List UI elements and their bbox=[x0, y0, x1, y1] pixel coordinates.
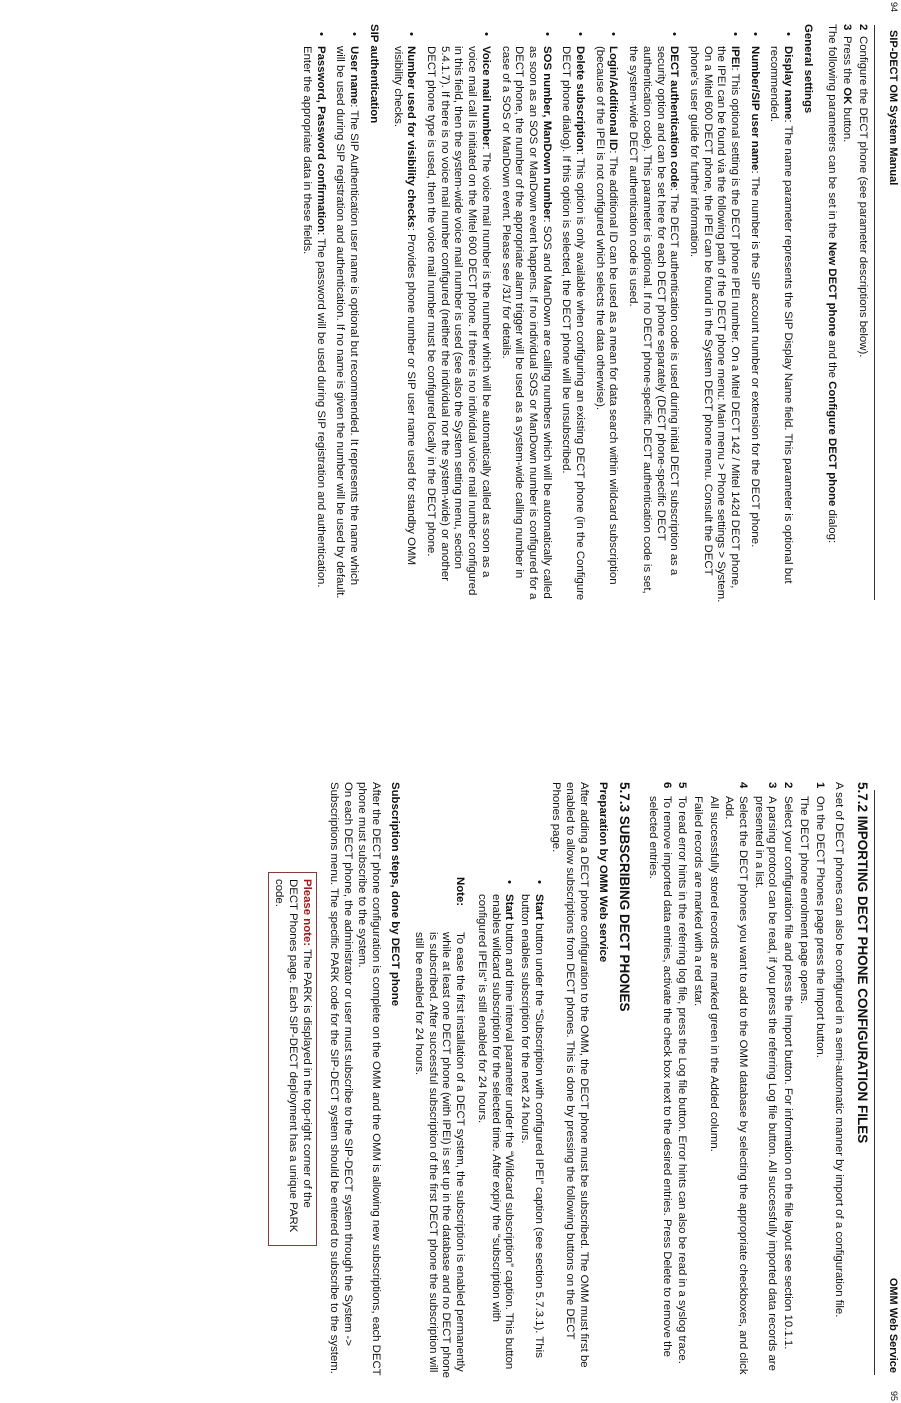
import-step: 6 To remove imported data entries, activate the check box next to the desired entries. Press Delete to remove the selected entries. bbox=[646, 782, 673, 1357]
import-step: 5 To read error hints in the referring log file, press the Log file button. Error hints can also be read in a syslog trace. bbox=[676, 782, 689, 1364]
list-item: • Start button and time interval parameter under the “Wildcard subscription” caption. This button enables wildcard subscription for the selected time. After expiry the “subscription with configured IPEIs” is still enabled for 24 hours. bbox=[474, 872, 515, 1378]
import-step: 1 On the DECT Phones page press the Import button. bbox=[813, 782, 826, 1058]
import-step: 2 Select your configuration file and press the Import button. For information on the file layout see section 10.1.1. bbox=[782, 782, 795, 1350]
list-item: • DECT authentication code: The DECT authentication code is used during initial DECT subscription as a security option and can be set here for each DECT phone separately (DECT phone-specific DECT authentication code). This parameter is optional. If no DECT phone-specific DECT authentication code is set, the system-wide DECT authentication code is used. bbox=[625, 24, 680, 604]
note-block bbox=[411, 782, 466, 1378]
import-step: The DECT phone enrolment page opens. bbox=[797, 796, 810, 1005]
step-3: 3 Press the OK button. bbox=[841, 24, 854, 143]
list-item: • Display name: The name parameter represents the SIP Display Name field. This parameter is optional but recommended. bbox=[767, 24, 794, 604]
list-item: • Password, Password confirmation: The password will be used during SIP registration and authentication. Enter the appropriate data in these fields. bbox=[299, 24, 326, 604]
import-step: All successfully stored records are marked green in the Added column. bbox=[707, 796, 720, 1152]
list-item: • Login/Additional ID: The additional ID can be used as a mean for data search within wildcard subscription (because of the IPEI is not configured which selects the data otherwise). bbox=[592, 24, 619, 604]
subscription-steps-heading: Subscription steps, done by DECT phone bbox=[389, 782, 402, 1007]
section-heading-572: 5.7.2 IMPORTING DECT PHONE CONFIGURATION FILES bbox=[855, 782, 870, 1144]
subscription-paragraph-2: On each DECT phone, the administrator or user must subscribe to the SIP-DECT system through the System -> Subscriptions menu. The specific PARK code for the SIP-DECT system should be entered to subscribe to the system. bbox=[328, 782, 355, 1374]
please-note-text: The PARK is displayed in the top-right corner of the DECT Phones page. Each SIP-DECT deployment has a unique PARK code. bbox=[273, 879, 313, 1233]
note-label: Note: bbox=[454, 877, 467, 907]
preparation-text: After adding a DECT phone configuration to the OMM, the DECT phone must be subscribed. The OMM must first be enabled to allow subscriptions from DECT phones. This is done by pressing the following buttons on the DECT Phones page. bbox=[550, 782, 590, 1368]
note-text: To ease the first installation of a DECT system, the subscription is enabled permanently while at least one DECT phone (with IPEI) is set up in the database and no DECT phone is subscribed. After successful subscription of the first DECT phone the subscription will still be enabled for 24 hours. bbox=[413, 932, 467, 1378]
list-item: • SOS number, ManDown number: SOS and ManDown are calling numbers which will be automatically called as soon as an SOS or ManDown event happens. If no individual SOS or ManDown number is configured for a DECT phone, the number of the appropriate alarm trigger will be used as a system-wide calling number in case of a SOS or ManDown event. Please see /31/ for details. bbox=[498, 24, 553, 604]
sip-authentication-heading: SIP authentication bbox=[367, 24, 380, 124]
page-number-left: 94 bbox=[889, 2, 899, 13]
please-note-label: Please note: bbox=[300, 879, 313, 947]
general-settings-heading: General settings bbox=[801, 24, 814, 114]
list-item: • Delete subscription: This option is only available when configuring an existing DECT phone (in the Configure DECT phone dialog). If this option is selected, the DECT phone will be unsubscribed. bbox=[559, 24, 586, 604]
general-settings-list bbox=[390, 24, 794, 604]
list-item: • Voice mail number: The voice mail number is the number which will be automatically called as soon as a voice mail call is initiated on the Mitel 600 DECT phone. If there is no individual voice mail number configured in this field, then the system-wide voice mail number is used (see also the System setting menu, section 5.4.1.7). If there is no voice mail number configured (neither the individual nor the system-wide) or another DECT phone type is used, then the voice mail number must be configured locally in the DECT phone. bbox=[423, 24, 492, 604]
preparation-list bbox=[474, 872, 545, 1378]
list-item: • User name: The SIP Authentication user name is optional but recommended. It represents the name which will be used during SIP registration and authentication. If no name is given the number will be used by default. bbox=[333, 24, 360, 604]
left-header-rule bbox=[874, 25, 875, 600]
section-heading-573: 5.7.3 SUBSCRIBING DECT PHONES bbox=[617, 782, 633, 1012]
step-2: 2 Configure the DECT phone (see parameter descriptions below). bbox=[857, 24, 869, 358]
import-step: 4 Select the DECT phones you want to add to the OMM database by selecting the appropriate checkboxes, and click Add. bbox=[723, 782, 750, 1375]
import-step: Failed records are marked with a red star. bbox=[691, 796, 704, 1007]
right-page-body bbox=[268, 782, 869, 1378]
right-header-rule bbox=[874, 790, 875, 1375]
list-item: • Start button under the “Subscription with configured IPEI” caption (see section 5.7.3.1). This button enables subscription for the next 24 hours. bbox=[517, 872, 544, 1378]
list-item: • Number/SIP user name: The number is the SIP account number or extension for the DECT phone. bbox=[747, 24, 761, 604]
page-number-right: 95 bbox=[889, 1390, 899, 1401]
please-note-box bbox=[268, 872, 317, 1246]
import-intro: A set of DECT phones can also be configured in a semi-automatic manner by import of a configuration file. bbox=[833, 782, 846, 1318]
subscription-paragraph-1: After the DECT phone configuration is complete on the OMM and the OMM is allowing new subscriptions, each DECT phone must subscribe to the system. bbox=[355, 782, 382, 1376]
sip-authentication-list bbox=[299, 24, 360, 604]
list-item: • Number used for visibility checks: Provides phone number or SIP user name used for standby OMM visibility checks. bbox=[390, 24, 417, 604]
list-item: • IPEI: This optional setting is the DECT phone IPEI number. On a Mitel DECT 142 / Mitel 142d DECT phone, the IPEI can be found via the following path of the DECT phone menu: Main menu > Phone settings > System. On a Mitel 600 DECT phone, the IPEI can be found in the System DECT phone menu. Consult the DECT phone's user guide for further information. bbox=[686, 24, 741, 604]
left-page-body bbox=[293, 24, 869, 604]
preparation-heading: Preparation by OMM Web service bbox=[597, 782, 610, 963]
import-step: 3 A parsing protocol can be read, if you press the referring Log file button. All successfully imported data records are presented in a list. bbox=[752, 782, 779, 1371]
right-page-header: OMM Web Service bbox=[887, 1277, 899, 1373]
left-page-header: SIP-DECT OM System Manual bbox=[887, 30, 899, 186]
intro-paragraph: The following parameters can be set in the New DECT phone and the Configure DECT phone dialog: bbox=[825, 24, 838, 544]
